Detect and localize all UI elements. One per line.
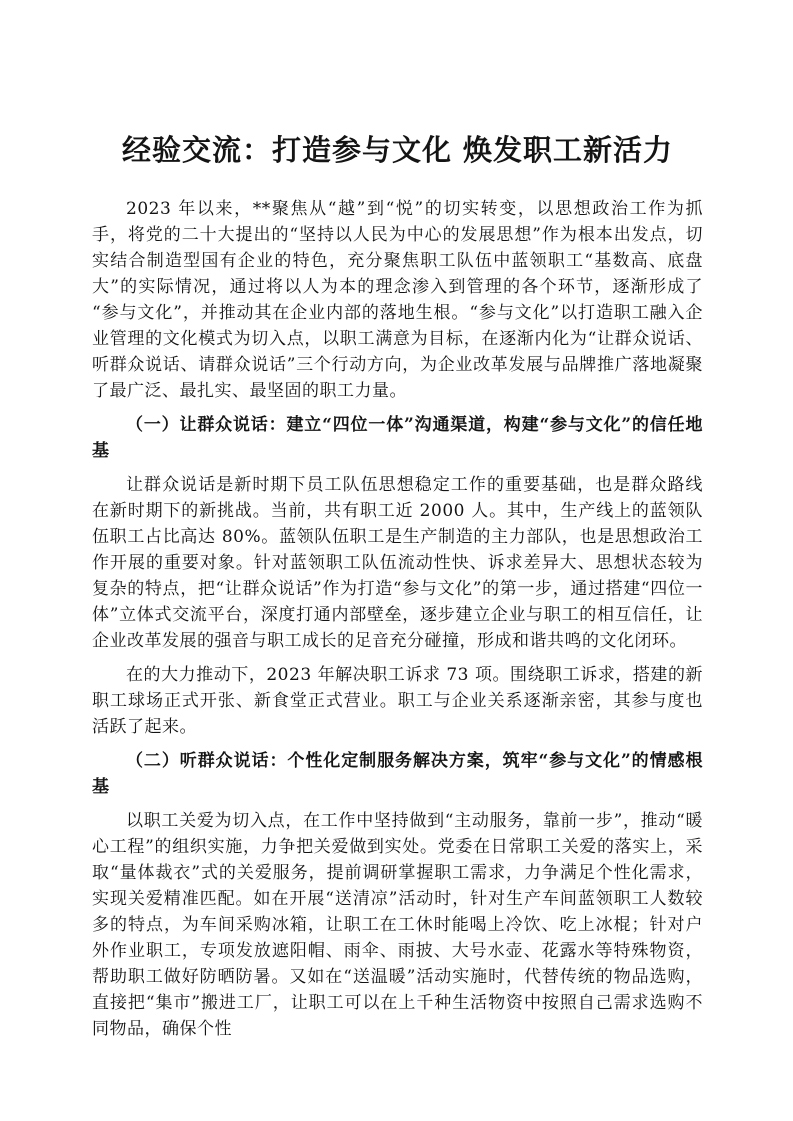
section-heading-2: （二）听群众说话：个性化定制服务解决方案，筑牢“参与文化”的情感根基: [92, 751, 703, 797]
intro-paragraph: 2023 年以来，**聚焦从“越”到“悦”的切实转变，以思想政治工作为抓手，将党的二十大提出的“坚持以人民为中心的发展思想”作为根本出发点，切实结合制造型国有企业的特色，充分聚焦职工队伍中蓝领职工“基数高、底盘大”的实际情况，通过将以人为本的理念渗入到管理的各个环节，逐渐形成了“参与文化”，并推动其在企业内部的落地生根。“参与文化”以打造职工融入企业管理的文化模式为切入点，以职工满意为目标，在逐渐内化为“让群众说话、听群众说话、请群众说话”三个行动方向，为企业改革发展与品牌推广落地凝聚了最广泛、最扎实、最坚固的职工力量。: [92, 199, 703, 401]
section-1-paragraph: 让群众说话是新时期下员工队伍思想稳定工作的重要基础，也是群众路线在新时期下的新挑战。当前，共有职工近 2000 人。其中，生产线上的蓝领队伍职工占比高达 80%。蓝领队伍职工是生产制造的主力部队，也是思想政治工作开展的重要对象。针对蓝领职工队伍流动性快、诉求差异大、思想状态较为复杂的特点，把“让群众说话”作为打造“参与文化”的第一步，通过搭建“四位一体”立体式交流平台，深度打通内部壁垒，逐步建立企业与职工的相互信任，让企业改革发展的强音与职工成长的足音充分碰撞，形成和谐共鸣的文化闭环。: [92, 475, 703, 651]
section-2-paragraph: 以职工关爱为切入点，在工作中坚持做到“主动服务，靠前一步”，推动“暖心工程”的组织实施，力争把关爱做到实处。党委在日常职工关爱的落实上，采取“量体裁衣”式的关爱服务，提前调研掌握职工需求，力争满足个性化需求，实现关爱精准匹配。如在开展“送清凉”活动时，针对生产车间蓝领职工人数较多的特点，为车间采购冰箱，让职工在工休时能喝上冷饮、吃上冰棍；针对户外作业职工，专项发放遮阳帽、雨伞、雨披、大号水壶、花露水等特殊物资，帮助职工做好防晒防暑。又如在“送温暖”活动实施时，代替传统的物品选购，直接把“集市”搬进工厂，让职工可以在上千种生活物资中按照自己需求选购不同物品，确保个性: [92, 811, 703, 1039]
document-title: 经验交流：打造参与文化 焕发职工新活力: [121, 133, 674, 167]
section-heading-1: （一）让群众说话：建立“四位一体”沟通渠道，构建“参与文化”的信任地基: [92, 415, 703, 461]
section-1-results-paragraph: 在的大力推动下，2023 年解决职工诉求 73 项。围绕职工诉求，搭建的新职工球场正式开张、新食堂正式营业。职工与企业关系逐渐亲密，其参与度也活跃了起来。: [92, 665, 703, 737]
